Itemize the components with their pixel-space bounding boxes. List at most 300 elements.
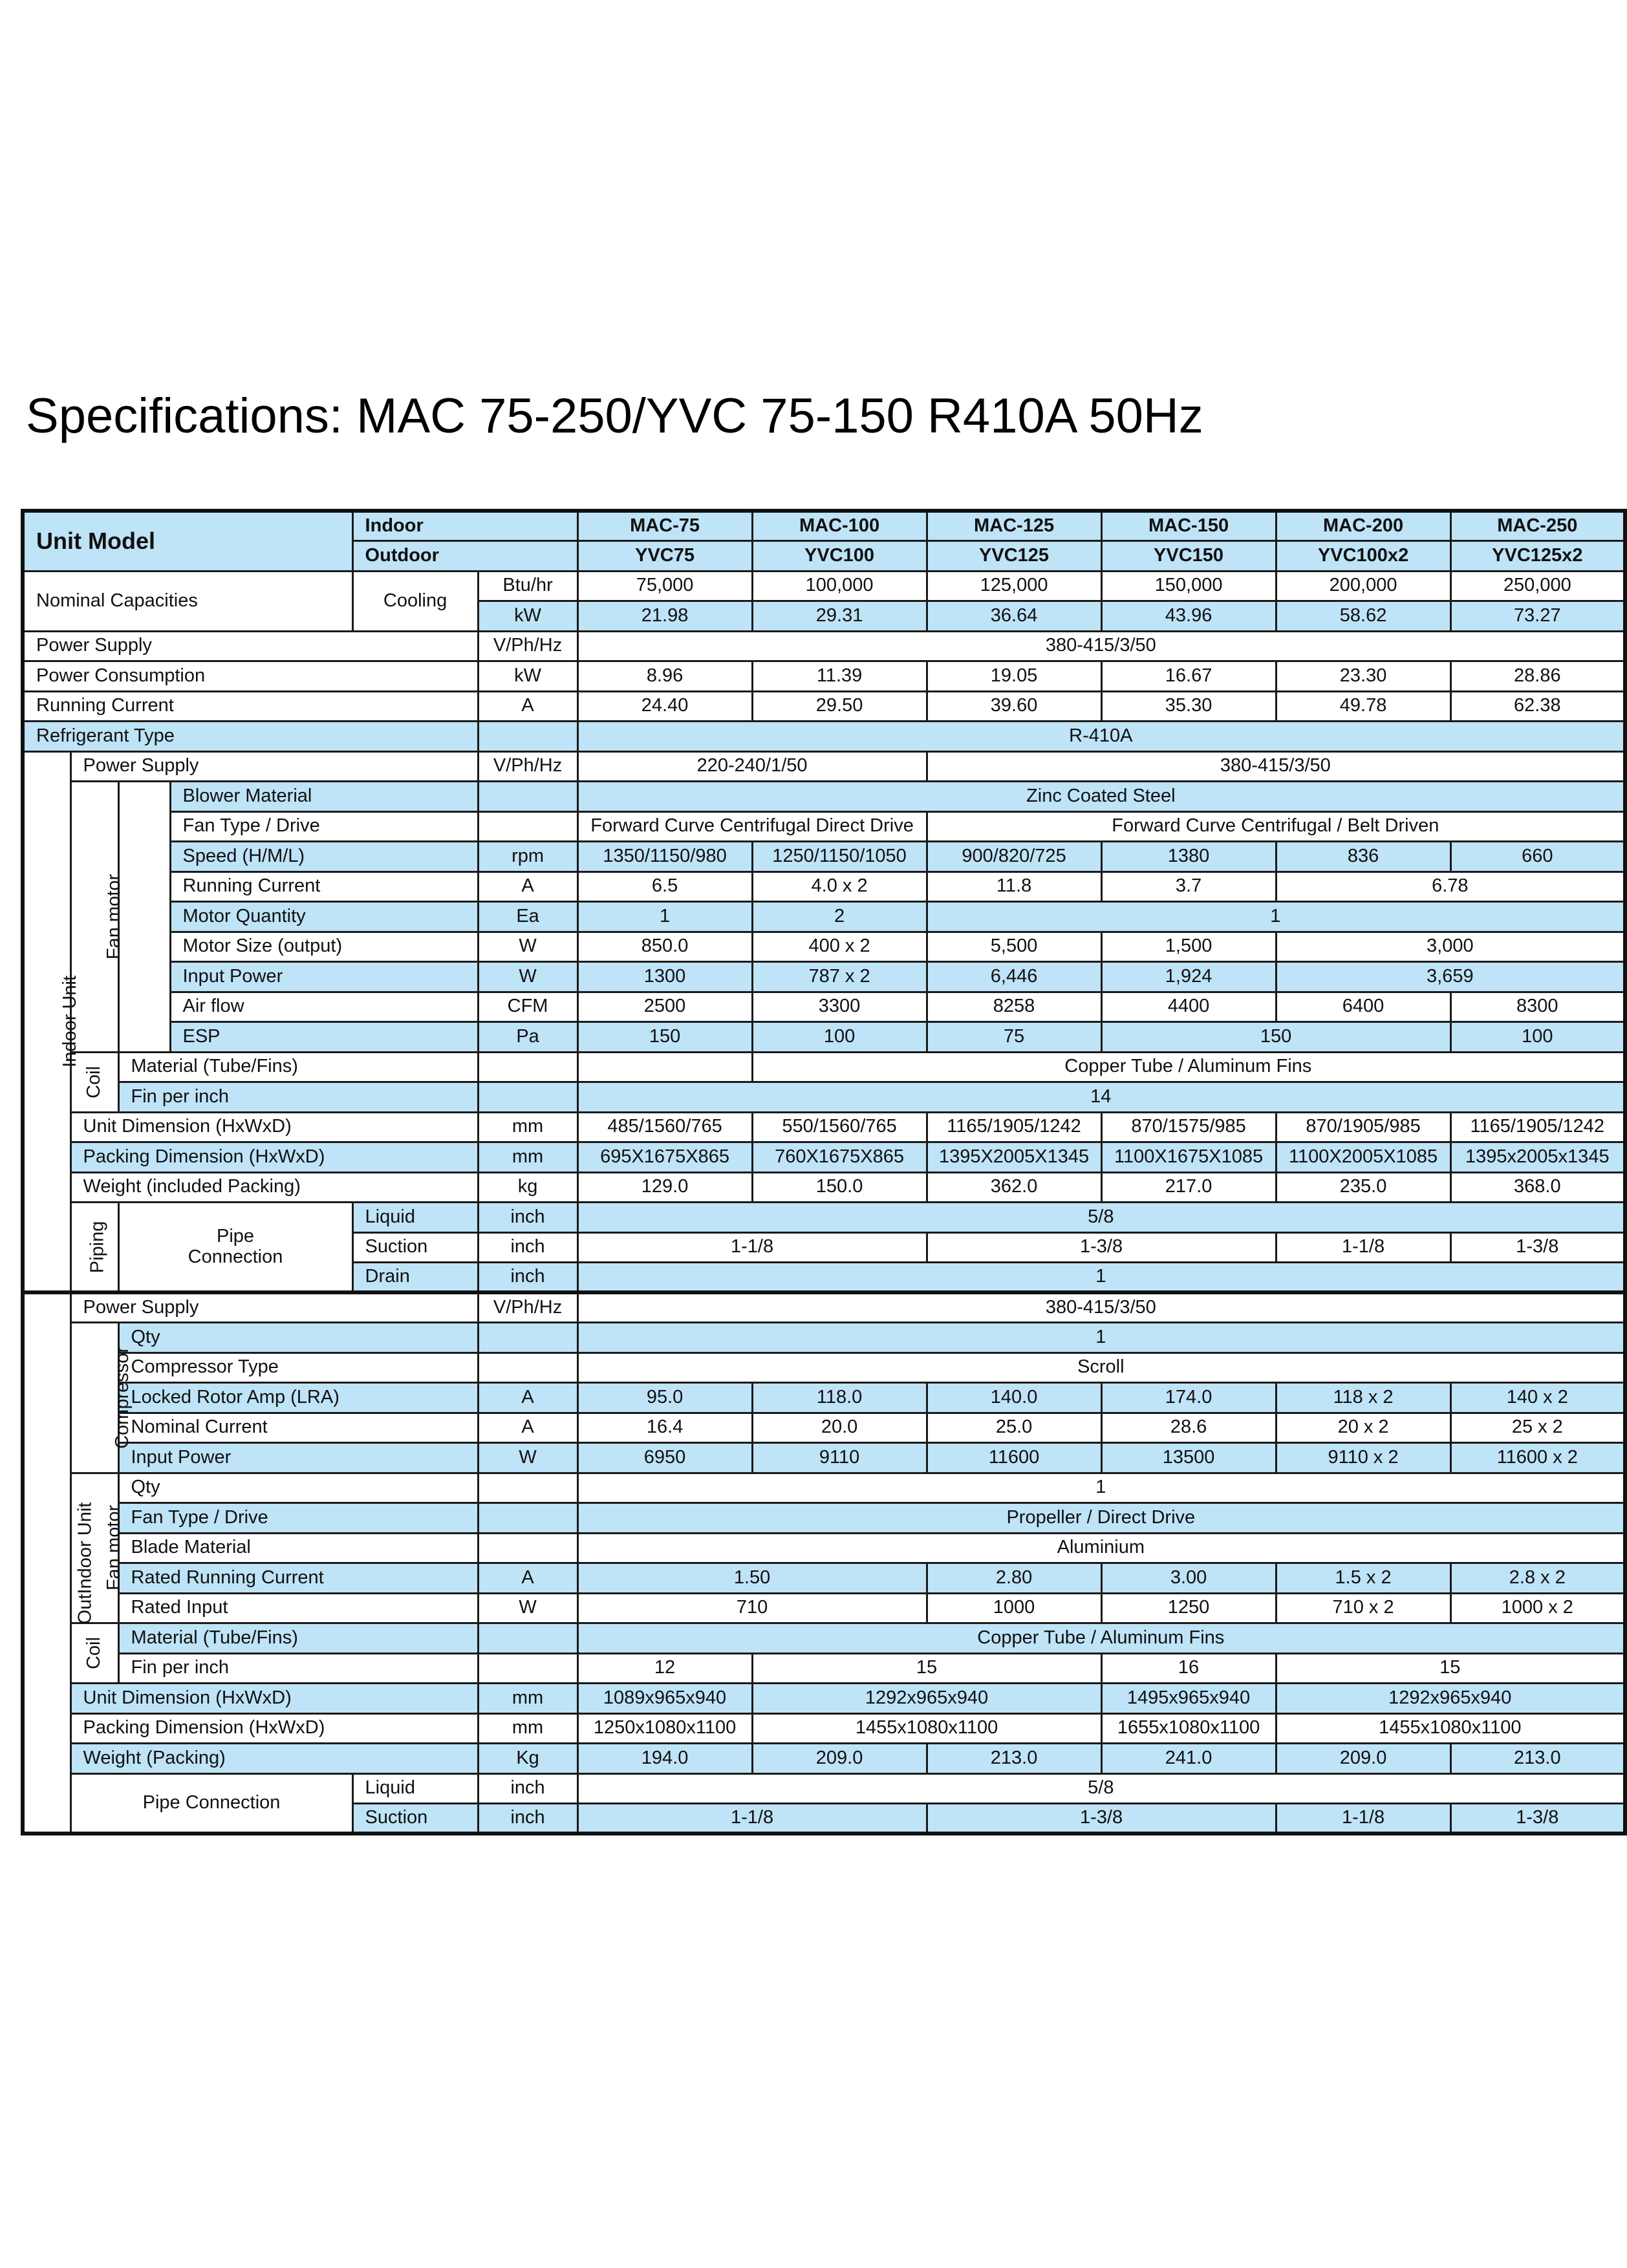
value-cell: 8.96 <box>577 661 752 692</box>
piping-group-label <box>70 1203 118 1293</box>
power-supply-label: Power Supply <box>70 751 478 782</box>
value-cell: 9110 x 2 <box>1276 1443 1450 1473</box>
unit-cell <box>478 1323 577 1353</box>
value-cell: 16.4 <box>577 1413 752 1443</box>
unit-cell: inch <box>478 1232 577 1263</box>
unit-cell: W <box>478 962 577 992</box>
qty-label: Qty <box>118 1323 478 1353</box>
power-consumption-label: Power Consumption <box>23 661 478 692</box>
value-cell: 14 <box>577 1082 1625 1113</box>
value-cell: 2 <box>752 902 927 932</box>
value-cell: 150 <box>1101 1022 1450 1053</box>
outdoor-coil-group-label-text: Coil <box>83 1637 105 1669</box>
unit-cell: rpm <box>478 842 577 872</box>
blade-material-label: Blade Material <box>118 1533 478 1563</box>
header-row-indoor <box>23 511 1625 541</box>
unit-cell <box>478 1473 577 1503</box>
row-outdoor-rated-input <box>23 1593 1625 1623</box>
value-cell: 1165/1905/1242 <box>1450 1112 1625 1142</box>
value-cell: 660 <box>1450 842 1625 872</box>
value-cell: 19.05 <box>927 661 1101 692</box>
value-cell: 140.0 <box>927 1383 1101 1413</box>
outdoor-label: Outdoor <box>352 541 577 572</box>
unit-cell: W <box>478 932 577 962</box>
indoor-model-mac-125: MAC-125 <box>927 511 1101 541</box>
value-cell: 12 <box>577 1653 752 1684</box>
value-cell: 1000 <box>927 1593 1101 1623</box>
row-outdoor-qty <box>23 1323 1625 1353</box>
unit-cell: mm <box>478 1142 577 1173</box>
value-cell: 1 <box>577 902 752 932</box>
value-cell: 241.0 <box>1101 1744 1276 1774</box>
value-cell: 1250/1150/1050 <box>752 842 927 872</box>
value-cell: 100 <box>752 1022 927 1053</box>
value-cell: 3300 <box>752 992 927 1022</box>
value-cell: 485/1560/765 <box>577 1112 752 1142</box>
outdoor-model-yvc125x2: YVC125x2 <box>1450 541 1625 572</box>
row-outdoor-material-tube-fins <box>23 1623 1625 1654</box>
blower-material-label: Blower Material <box>170 782 478 812</box>
compressor-type-label: Compressor Type <box>118 1353 478 1383</box>
qty-label: Qty <box>118 1473 478 1503</box>
row-outdoor-qty <box>23 1473 1625 1503</box>
value-cell: 1455x1080x1100 <box>1276 1713 1625 1744</box>
unit-cell: W <box>478 1443 577 1473</box>
value-cell: 58.62 <box>1276 601 1450 632</box>
power-supply-label: Power Supply <box>70 1292 478 1323</box>
suction-label: Suction <box>352 1232 478 1263</box>
value-cell: 5/8 <box>577 1773 1625 1804</box>
unit-cell: A <box>478 1413 577 1443</box>
value-cell: 1-3/8 <box>927 1232 1276 1263</box>
value-cell: 36.64 <box>927 601 1101 632</box>
value-cell: 6.78 <box>1276 872 1625 902</box>
pipe-text: Pipe <box>217 1225 255 1246</box>
fan-type-drive-label: Fan Type / Drive <box>170 811 478 842</box>
value-cell: 1292x965x940 <box>752 1684 1101 1714</box>
compressor-group-label-text: Compressor <box>111 1346 133 1449</box>
row-outdoor-fin-per-inch <box>23 1653 1625 1684</box>
value-cell: 28.6 <box>1101 1413 1276 1443</box>
value-cell: 29.31 <box>752 601 927 632</box>
value-cell: 6950 <box>577 1443 752 1473</box>
value-cell: 2.8 x 2 <box>1450 1563 1625 1594</box>
unit-cell <box>478 782 577 812</box>
unit-cell: inch <box>478 1773 577 1804</box>
unit-cell <box>478 1052 577 1082</box>
value-cell: 1000 x 2 <box>1450 1593 1625 1623</box>
value-cell: 368.0 <box>1450 1172 1625 1203</box>
unit-cell: V/Ph/Hz <box>478 751 577 782</box>
value-cell: 75 <box>927 1022 1101 1053</box>
value-cell: 1.5 x 2 <box>1276 1563 1450 1594</box>
row-indoor-weight-included-packing <box>23 1172 1625 1203</box>
running-current-label: Running Current <box>170 872 478 902</box>
value-cell: 4.0 x 2 <box>752 872 927 902</box>
outdoor-model-yvc100x2: YVC100x2 <box>1276 541 1450 572</box>
unit-cell: kW <box>478 601 577 632</box>
value-cell: 129.0 <box>577 1172 752 1203</box>
row-indoor-input-power <box>23 962 1625 992</box>
unit-cell <box>478 1533 577 1563</box>
value-cell: Aluminium <box>577 1533 1625 1563</box>
value-cell: 1495x965x940 <box>1101 1684 1276 1714</box>
value-cell: 1292x965x940 <box>1276 1684 1625 1714</box>
value-cell: 209.0 <box>752 1744 927 1774</box>
value-cell: 1.50 <box>577 1563 927 1594</box>
value-cell: 11600 x 2 <box>1450 1443 1625 1473</box>
row-indoor-running-current <box>23 872 1625 902</box>
material-tube-fins-label: Material (Tube/Fins) <box>118 1623 478 1654</box>
esp-label: ESP <box>170 1022 478 1053</box>
value-cell: 870/1905/985 <box>1276 1112 1450 1142</box>
value-cell: 150,000 <box>1101 571 1276 601</box>
unit-cell: Pa <box>478 1022 577 1053</box>
value-cell: 1,924 <box>1101 962 1276 992</box>
row-indoor-esp <box>23 1022 1625 1053</box>
value-cell: Scroll <box>577 1353 1625 1383</box>
unit-cell <box>478 1653 577 1684</box>
unit-cell: A <box>478 691 577 722</box>
value-cell: 1100X2005X1085 <box>1276 1142 1450 1173</box>
value-cell: 100,000 <box>752 571 927 601</box>
row-refrigerant-type <box>23 722 1625 752</box>
unit-model-label: Unit Model <box>23 511 352 571</box>
value-cell: 1-1/8 <box>1276 1804 1450 1834</box>
row-outdoor-rated-running-current <box>23 1563 1625 1594</box>
row-power-consumption <box>23 661 1625 692</box>
packing-dimension-hxwxd-label: Packing Dimension (HxWxD) <box>70 1142 478 1173</box>
unit-cell: inch <box>478 1804 577 1834</box>
input-power-label: Input Power <box>118 1443 478 1473</box>
value-cell: 25 x 2 <box>1450 1413 1625 1443</box>
value-cell: 73.27 <box>1450 601 1625 632</box>
value-cell: 2.80 <box>927 1563 1101 1594</box>
value-cell: 1-1/8 <box>577 1232 927 1263</box>
value-cell: 1 <box>927 902 1625 932</box>
value-cell: 1,500 <box>1101 932 1276 962</box>
row-outdoor-blade-material <box>23 1533 1625 1563</box>
value-cell: 3.7 <box>1101 872 1276 902</box>
rated-running-current-label: Rated Running Current <box>118 1563 478 1594</box>
value-cell: 20 x 2 <box>1276 1413 1450 1443</box>
value-cell: 125,000 <box>927 571 1101 601</box>
value-cell: 217.0 <box>1101 1172 1276 1203</box>
value-cell: 43.96 <box>1101 601 1276 632</box>
value-cell: 39.60 <box>927 691 1101 722</box>
value-cell: 5,500 <box>927 932 1101 962</box>
value-cell: 2500 <box>577 992 752 1022</box>
pipe-connection-label <box>118 1203 352 1293</box>
unit-cell <box>478 1082 577 1113</box>
row-indoor-liquid <box>23 1203 1625 1233</box>
value-cell: 150 <box>577 1022 752 1053</box>
outdoor-model-yvc150: YVC150 <box>1101 541 1276 572</box>
row-outdoor-nominal-current <box>23 1413 1625 1443</box>
nominal-current-label: Nominal Current <box>118 1413 478 1443</box>
value-cell: 213.0 <box>927 1744 1101 1774</box>
value-cell: 1395X2005X1345 <box>927 1142 1101 1173</box>
value-cell: 1100X1675X1085 <box>1101 1142 1276 1173</box>
value-cell: 1 <box>577 1473 1625 1503</box>
value-cell: 362.0 <box>927 1172 1101 1203</box>
value-cell: 140 x 2 <box>1450 1383 1625 1413</box>
row-outdoor-packing-dimension-hxwxd <box>23 1713 1625 1744</box>
unit-cell <box>478 1623 577 1654</box>
row-indoor-fan-type-drive <box>23 811 1625 842</box>
value-cell: 11600 <box>927 1443 1101 1473</box>
unit-cell <box>478 1353 577 1383</box>
outdoor-model-yvc125: YVC125 <box>927 541 1101 572</box>
cooling-label: Cooling <box>352 571 478 631</box>
value-cell: 28.86 <box>1450 661 1625 692</box>
row-indoor-blower-material <box>23 782 1625 812</box>
input-power-label: Input Power <box>170 962 478 992</box>
outdoor-pipe-connection-label: Pipe Connection <box>70 1773 352 1834</box>
value-cell: 3.00 <box>1101 1563 1276 1594</box>
row-indoor-fin-per-inch <box>23 1082 1625 1113</box>
value-cell: Forward Curve Centrifugal Direct Drive <box>577 811 927 842</box>
value-cell: 1 <box>577 1323 1625 1353</box>
indoor-unit-group-label-text: Indoor Unit <box>59 975 80 1067</box>
unit-dimension-hxwxd-label: Unit Dimension (HxWxD) <box>70 1684 478 1714</box>
outdoor-model-yvc100: YVC100 <box>752 541 927 572</box>
row-outdoor-unit-dimension-hxwxd <box>23 1684 1625 1714</box>
unit-cell: Kg <box>478 1744 577 1774</box>
value-cell: 760X1675X865 <box>752 1142 927 1173</box>
fin-per-inch-label: Fin per inch <box>118 1653 478 1684</box>
value-cell: 1-1/8 <box>577 1804 927 1834</box>
unit-dimension-hxwxd-label: Unit Dimension (HxWxD) <box>70 1112 478 1142</box>
outdoor-model-yvc75: YVC75 <box>577 541 752 572</box>
air-flow-label: Air flow <box>170 992 478 1022</box>
indoor-model-mac-200: MAC-200 <box>1276 511 1450 541</box>
power-supply-label: Power Supply <box>23 631 478 661</box>
value-cell: 16.67 <box>1101 661 1276 692</box>
value-cell: 11.39 <box>752 661 927 692</box>
value-cell: 900/820/725 <box>927 842 1101 872</box>
value-cell: 5/8 <box>577 1203 1625 1233</box>
value-cell: 49.78 <box>1276 691 1450 722</box>
indoor-model-mac-250: MAC-250 <box>1450 511 1625 541</box>
value-cell: 118.0 <box>752 1383 927 1413</box>
value-cell: 220-240/1/50 <box>577 751 927 782</box>
material-tube-fins-label: Material (Tube/Fins) <box>118 1052 478 1082</box>
drain-label: Drain <box>352 1263 478 1293</box>
value-cell: 13500 <box>1101 1443 1276 1473</box>
indoor-unit-group-label <box>23 751 80 1292</box>
value-cell: 4400 <box>1101 992 1276 1022</box>
row-outdoor-input-power <box>23 1443 1625 1473</box>
locked-rotor-amp-lra-label: Locked Rotor Amp (LRA) <box>118 1383 478 1413</box>
value-cell: 710 <box>577 1593 927 1623</box>
unit-cell: kg <box>478 1172 577 1203</box>
indoor-model-mac-150: MAC-150 <box>1101 511 1276 541</box>
row-indoor-power-supply <box>23 751 1625 782</box>
compressor-group-label <box>70 1323 133 1473</box>
value-cell: 6400 <box>1276 992 1450 1022</box>
unit-cell: mm <box>478 1713 577 1744</box>
nominal-capacities-label: Nominal Capacities <box>23 571 352 631</box>
value-cell: 1165/1905/1242 <box>927 1112 1101 1142</box>
value-cell: 8258 <box>927 992 1101 1022</box>
value-cell: 380-415/3/50 <box>927 751 1625 782</box>
rated-input-label: Rated Input <box>118 1593 478 1623</box>
value-cell: 200,000 <box>1276 571 1450 601</box>
value-cell: 1300 <box>577 962 752 992</box>
unit-cell: V/Ph/Hz <box>478 1292 577 1323</box>
value-cell: 21.98 <box>577 601 752 632</box>
row-outdoor-weight-packing <box>23 1744 1625 1774</box>
value-cell: 15 <box>752 1653 1101 1684</box>
speed-h-m-l-label: Speed (H/M/L) <box>170 842 478 872</box>
outdoor-coil-group-label <box>70 1623 118 1684</box>
motor-size-output-label: Motor Size (output) <box>170 932 478 962</box>
value-cell: 209.0 <box>1276 1744 1450 1774</box>
fin-per-inch-label: Fin per inch <box>118 1082 478 1113</box>
value-cell: 1455x1080x1100 <box>752 1713 1101 1744</box>
row-indoor-packing-dimension-hxwxd <box>23 1142 1625 1173</box>
value-cell: Zinc Coated Steel <box>577 782 1625 812</box>
value-cell: 3,659 <box>1276 962 1625 992</box>
value-cell: 1-3/8 <box>1450 1804 1625 1834</box>
motor-quantity-label: Motor Quantity <box>170 902 478 932</box>
row-indoor-air-flow <box>23 992 1625 1022</box>
outdoor-fan-motor-group-label-text: Fan motor <box>103 1505 124 1591</box>
value-cell: Copper Tube / Aluminum Fins <box>577 1623 1625 1654</box>
value-cell: R-410A <box>577 722 1625 752</box>
piping-group-label-text: Piping <box>86 1221 107 1273</box>
value-cell: 400 x 2 <box>752 932 927 962</box>
value-cell: 850.0 <box>577 932 752 962</box>
value-cell: 870/1575/985 <box>1101 1112 1276 1142</box>
value-cell: 1395x2005x1345 <box>1450 1142 1625 1173</box>
unit-cell: Ea <box>478 902 577 932</box>
value-cell: 6.5 <box>577 872 752 902</box>
row-running-current <box>23 691 1625 722</box>
unit-cell <box>478 722 577 752</box>
unit-cell: A <box>478 872 577 902</box>
unit-cell: mm <box>478 1112 577 1142</box>
row-indoor-motor-quantity <box>23 902 1625 932</box>
value-cell: 1655x1080x1100 <box>1101 1713 1276 1744</box>
value-cell: 1-1/8 <box>1276 1232 1450 1263</box>
value-cell: 1089x965x940 <box>577 1684 752 1714</box>
value-cell: 380-415/3/50 <box>577 631 1625 661</box>
value-cell: 250,000 <box>1450 571 1625 601</box>
coil-group-label-text: Coil <box>83 1065 105 1098</box>
value-cell: 1250x1080x1100 <box>577 1713 752 1744</box>
value-cell: 6,446 <box>927 962 1101 992</box>
value-cell: 24.40 <box>577 691 752 722</box>
value-cell: 35.30 <box>1101 691 1276 722</box>
value-cell: 150.0 <box>752 1172 927 1203</box>
row-outdoor-liquid <box>23 1773 1625 1804</box>
value-cell: 695X1675X865 <box>577 1142 752 1173</box>
value-cell: 174.0 <box>1101 1383 1276 1413</box>
value-cell: Copper Tube / Aluminum Fins <box>752 1052 1625 1082</box>
row-outdoor-power-supply <box>23 1292 1625 1323</box>
value-cell: 9110 <box>752 1443 927 1473</box>
fan-motor-spacer <box>118 782 170 1053</box>
indoor-model-mac-75: MAC-75 <box>577 511 752 541</box>
fan-motor-group-label-text: Fan motor <box>103 873 124 959</box>
connection-text: Connection <box>188 1246 283 1267</box>
value-cell: 1250 <box>1101 1593 1276 1623</box>
value-cell: 836 <box>1276 842 1450 872</box>
row-indoor-motor-size-output <box>23 932 1625 962</box>
unit-cell: A <box>478 1383 577 1413</box>
value-cell: 3,000 <box>1276 932 1625 962</box>
unit-cell <box>478 1503 577 1534</box>
value-cell: 11.8 <box>927 872 1101 902</box>
indoor-label: Indoor <box>352 511 577 541</box>
value-cell: 29.50 <box>752 691 927 722</box>
value-cell: 1-3/8 <box>927 1804 1276 1834</box>
value-cell: 380-415/3/50 <box>577 1292 1625 1323</box>
unit-cell: CFM <box>478 992 577 1022</box>
outdoor-unit-group-label-text: OutIndoor Unit <box>74 1502 96 1624</box>
value-cell: 8300 <box>1450 992 1625 1022</box>
fan-type-drive-label: Fan Type / Drive <box>118 1503 478 1534</box>
row-nominal-capacities-btu <box>23 571 1625 601</box>
unit-cell: V/Ph/Hz <box>478 631 577 661</box>
packing-dimension-hxwxd-label: Packing Dimension (HxWxD) <box>70 1713 478 1744</box>
value-cell: Forward Curve Centrifugal / Belt Driven <box>927 811 1625 842</box>
value-cell: 20.0 <box>752 1413 927 1443</box>
value-cell: 1380 <box>1101 842 1276 872</box>
liquid-label: Liquid <box>352 1773 478 1804</box>
refrigerant-type-label: Refrigerant Type <box>23 722 478 752</box>
value-cell: 75,000 <box>577 571 752 601</box>
value-cell: 62.38 <box>1450 691 1625 722</box>
indoor-model-mac-100: MAC-100 <box>752 511 927 541</box>
value-cell <box>577 1052 752 1082</box>
running-current-label: Running Current <box>23 691 478 722</box>
row-indoor-unit-dimension-hxwxd <box>23 1112 1625 1142</box>
value-cell: 118 x 2 <box>1276 1383 1450 1413</box>
suction-label: Suction <box>352 1804 478 1834</box>
weight-packing-label: Weight (Packing) <box>70 1744 478 1774</box>
value-cell: 213.0 <box>1450 1744 1625 1774</box>
value-cell: 95.0 <box>577 1383 752 1413</box>
value-cell: 235.0 <box>1276 1172 1450 1203</box>
row-indoor-speed-h-m-l <box>23 842 1625 872</box>
unit-cell: A <box>478 1563 577 1594</box>
row-outdoor-locked-rotor-amp-lra <box>23 1383 1625 1413</box>
unit-cell: inch <box>478 1203 577 1233</box>
row-power-supply <box>23 631 1625 661</box>
row-outdoor-compressor-type <box>23 1353 1625 1383</box>
value-cell: 23.30 <box>1276 661 1450 692</box>
value-cell: 1350/1150/980 <box>577 842 752 872</box>
specifications-table <box>21 509 1627 1835</box>
unit-cell: kW <box>478 661 577 692</box>
value-cell: Propeller / Direct Drive <box>577 1503 1625 1534</box>
unit-cell: W <box>478 1593 577 1623</box>
value-cell: 25.0 <box>927 1413 1101 1443</box>
value-cell: 15 <box>1276 1653 1625 1684</box>
row-indoor-material-tube-fins <box>23 1052 1625 1082</box>
value-cell: 100 <box>1450 1022 1625 1053</box>
unit-cell <box>478 811 577 842</box>
value-cell: 710 x 2 <box>1276 1593 1450 1623</box>
unit-cell: mm <box>478 1684 577 1714</box>
page-title: Specifications: MAC 75-250/YVC 75-150 R410A 50Hz <box>26 389 1203 444</box>
value-cell: 550/1560/765 <box>752 1112 927 1142</box>
value-cell: 787 x 2 <box>752 962 927 992</box>
value-cell: 194.0 <box>577 1744 752 1774</box>
